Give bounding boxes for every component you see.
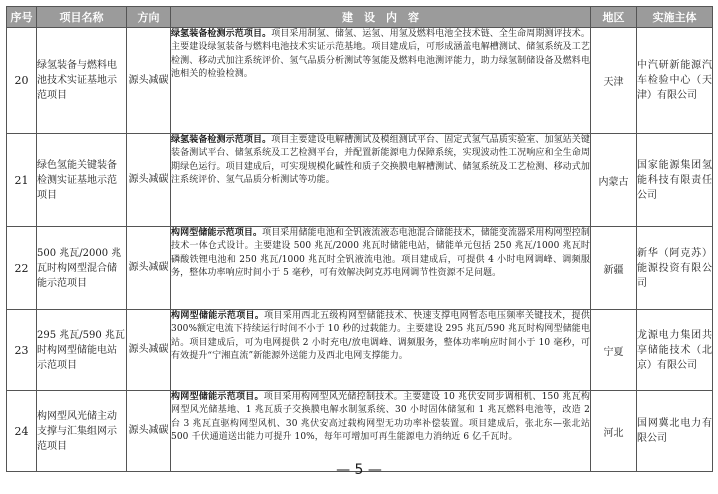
row-content-body: 项目采用构网型风光储控制技术。主要建设 10 兆伏安同步调相机、150 兆瓦构网型风光储基地、1 兆瓦质子交换膜电解水制氢系统、30 小时固体储氢和 1 兆瓦燃料电池等，改造 2 台 3 兆瓦直驱构网型风机、30 兆伏安高过载构网型无功功率补偿装置。项目建成后，张北东—张北站 500 千伏通道送出能力可提升 10%，每年可增加可再生能源电力消纳近 6 亿千瓦时。 bbox=[171, 392, 590, 443]
table-row bbox=[7, 310, 713, 391]
row-content-title: 构网型储能示范项目。 bbox=[171, 228, 263, 238]
row-content-title: 绿氢装备检测示范项目。 bbox=[171, 29, 272, 39]
table-row bbox=[7, 391, 713, 472]
row-content bbox=[171, 391, 591, 472]
table-row bbox=[7, 28, 713, 134]
table-header-row bbox=[7, 7, 713, 28]
row-content-body: 项目主要建设电解槽测试及模组测试平台、固定式氢气品质实验室、加氢站关键装备测试平台、储氢系统及工艺检测平台，并配置新能源电力保障系统，实现波动性工况响应和全生命周期绿色运行。项目建成后，可实现规模化碱性和质子交换膜电解槽测试、储氢系统及工艺检测、移动式加注系统评价、氢气品质分析测试等功能。 bbox=[171, 135, 590, 186]
row-seq: 24 bbox=[7, 391, 37, 472]
page-number: — 5 — bbox=[336, 462, 382, 478]
row-entity: 国家能源集团氢能科技有限责任公司 bbox=[637, 134, 713, 227]
row-direction: 源头减碳 bbox=[127, 28, 171, 134]
row-content bbox=[171, 227, 591, 310]
row-project-name: 构网型风光储主动支撑与汇集组网示范项目 bbox=[37, 391, 127, 472]
table-row bbox=[7, 134, 713, 227]
row-direction: 源头减碳 bbox=[127, 227, 171, 310]
row-content bbox=[171, 134, 591, 227]
row-entity: 国网冀北电力有限公司 bbox=[637, 391, 713, 472]
header-direction: 方向 bbox=[127, 7, 171, 28]
header-name: 项目名称 bbox=[37, 7, 127, 28]
table-row bbox=[7, 227, 713, 310]
row-direction: 源头减碳 bbox=[127, 134, 171, 227]
row-content-title: 构网型储能示范项目。 bbox=[171, 392, 264, 402]
header-content: 建 设 内 容 bbox=[171, 7, 591, 28]
row-entity: 新华（阿克苏）能源投资有限公司 bbox=[637, 227, 713, 310]
header-region: 地区 bbox=[591, 7, 637, 28]
row-content bbox=[171, 310, 591, 391]
row-region: 宁夏 bbox=[591, 310, 637, 391]
row-direction: 源头减碳 bbox=[127, 310, 171, 391]
row-project-name: 500 兆瓦/2000 兆瓦时构网型混合储能示范项目 bbox=[37, 227, 127, 310]
row-content-body: 项目采用西北五级构网型储能技术、快速支撑电网暂态电压频率关键技术，提供 300%额定电流下持续运行时间不小于 10 秒的过载能力。主要建设 295 兆瓦/590 兆瓦时构网型储能电站。项目建成后，可为电网提供 2 小时充电/放电调峰、调频服务，整体功率响应时间小于 10 毫秒，可有效提升“宁湘直流”新能源外送能力及西北电网支撑能力。 bbox=[171, 311, 590, 362]
row-project-name: 295 兆瓦/590 兆瓦时构网型储能电站示范项目 bbox=[37, 310, 127, 391]
row-content-title: 绿氢装备检测示范项目。 bbox=[171, 135, 272, 145]
row-content-body: 项目采用制氢、储氢、运氢、用氢及燃料电池全技术链、全生命周期测评技术。主要建设绿氢装备与燃料电池技术实证示范基地。项目建成后，可形成涵盖电解槽测试、储氢系统及工艺检测、移动式加注系统评价、氢气品质分析测试等氢能及燃料电池测评能力，助力绿氢制储设备及燃料电池相关的检验检测。 bbox=[171, 29, 590, 80]
row-content-body: 项目采用储能电池和全钒液流液态电池混合储能技术，储能变流器采用构网型控制技术一体仓式设计。主要建设 500 兆瓦/2000 兆瓦时储能电站，储能单元包括 250 兆瓦/1000 兆瓦时磷酸铁锂电池和 250 兆瓦/1000 兆瓦时全钒液流电池。项目建成后，可提供 4 小时电网调峰、调频服务，整体功率响应时间小于 5 毫秒，可有效解决阿克苏电网调节性资源不足问题。 bbox=[171, 228, 590, 279]
row-region: 新疆 bbox=[591, 227, 637, 310]
row-region: 内蒙古 bbox=[591, 134, 637, 227]
row-region: 天津 bbox=[591, 28, 637, 134]
row-entity: 龙源电力集团共享储能技术（北京）有限公司 bbox=[637, 310, 713, 391]
row-content bbox=[171, 28, 591, 134]
row-seq: 23 bbox=[7, 310, 37, 391]
row-region: 河北 bbox=[591, 391, 637, 472]
projects-table bbox=[6, 6, 713, 472]
row-project-name: 绿色氢能关键装备检测实证基地示范项目 bbox=[37, 134, 127, 227]
row-project-name: 绿氢装备与燃料电池技术实证基地示范项目 bbox=[37, 28, 127, 134]
row-direction: 源头减碳 bbox=[127, 391, 171, 472]
row-seq: 22 bbox=[7, 227, 37, 310]
row-seq: 20 bbox=[7, 28, 37, 134]
row-seq: 21 bbox=[7, 134, 37, 227]
row-content-title: 构网型储能示范项目。 bbox=[171, 311, 265, 321]
row-entity: 中汽研新能源汽车检验中心（天津）有限公司 bbox=[637, 28, 713, 134]
header-entity: 实施主体 bbox=[637, 7, 713, 28]
header-seq: 序号 bbox=[7, 7, 37, 28]
